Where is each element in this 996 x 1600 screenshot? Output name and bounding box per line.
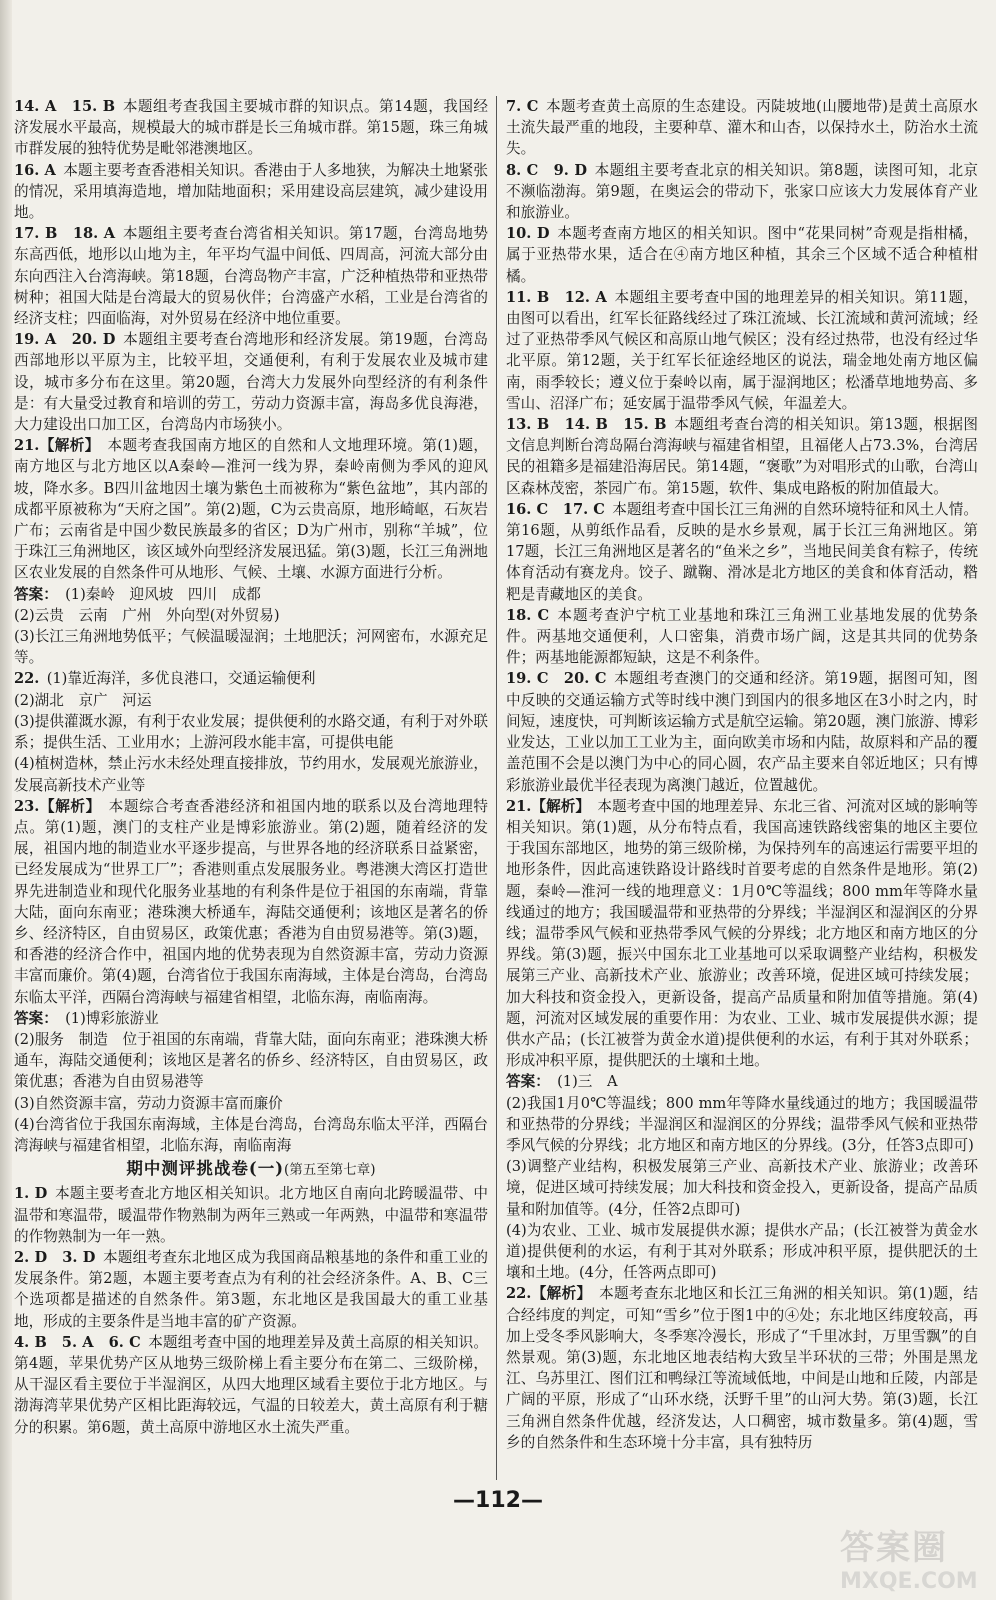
answer-paragraph bbox=[506, 1093, 978, 1157]
answer-text: 本题综合考查香港经济和祖国内地的联系以及台湾地理特点。第(1)题，澳门的支柱产业是博彩旅游业。第(2)题，随着经济的发展，祖国内地的制造业水平逐步提高，与世界各地的经济联系日益紧密，已经发展成为“世界工厂”；香港则重点发展服务业。粤港澳大湾区打造世界先进制造业和现代化服务业基地的有利条件是位于祖国的东南端，背靠大陆，面向东南亚；港珠澳大桥通车，海陆交通便利；该地区是著名的侨乡、经济特区，自由贸易区，政策优惠；香港为自由贸易港等。第(3)题，和香港的经济合作中，祖国内地的优势表现为自然资源丰富，劳动力资源丰富而廉价。第(4)题，台湾省位于我国东南海域，主体是台湾岛，台湾岛东临太平洋，西隔台湾海峡与福建省相望，北临东海，南临南海。 bbox=[14, 797, 488, 1006]
answer-paragraph bbox=[506, 796, 978, 1072]
answer-text: (3)调整产业结构，积极发展第三产业、高新技术产业、旅游业；改善环境，促进区域可持续发展；加大科技和资金投入，更新设备，提高产品质量和附加值等。(4分，任答2点即可) bbox=[506, 1158, 978, 1218]
answer-text: (2)我国1月0℃等温线；800 mm年等降水量线通过的地方；我国暖温带和亚热带的分界线；半湿润区和湿润区的分界线；温带季风气候和亚热带季风气候的分界线；北方地区和南方地区的分界线。(3分，任答3点即可) bbox=[506, 1094, 978, 1154]
answer-paragraph bbox=[14, 753, 488, 795]
answer-text: (1)博彩旅游业 bbox=[65, 1009, 159, 1027]
answer-paragraph bbox=[14, 796, 488, 1008]
answer-text: 本题组考查中国长江三角洲的自然环境特征和风土人情。第16题，从剪纸作品看，反映的是水乡景观，属于长江三角洲地区。第17题，长江三角洲地区是著名的“鱼米之乡”，当地民间美食有粽子，传统体育活动有赛龙舟。饺子、蹴鞠、滑冰是北方地区的美食和体育活动，糌粑是青藏地区的美食。 bbox=[506, 500, 978, 603]
answer-number: 11. B 12. A bbox=[506, 288, 607, 306]
answer-paragraph bbox=[506, 96, 978, 160]
answer-text: 本题主要考查北方地区相关知识。北方地区自南向北跨暖温带、中温带和寒温带，暖温带作物熟制为两年三熟或一年两熟，中温带和寒温带的作物熟制为一年一熟。 bbox=[14, 1185, 488, 1245]
answer-text: 本题考查沪宁杭工业基地和珠江三角洲工业基地发展的优势条件。两基地交通便利，人口密集，消费市场广阔，这是其共同的优势条件；两基地能源都短缺，这是不利条件。 bbox=[506, 606, 978, 667]
left-column bbox=[14, 96, 488, 1438]
answer-text: 本题组主要考查北京的相关知识。第8题，读图可知，北京不濒临渤海。第9题，在奥运会的带动下，张家口应该大力发展体育产业和旅游业。 bbox=[506, 161, 978, 222]
answer-text: (1)三 A bbox=[557, 1073, 618, 1091]
answer-text: 本题组考查我国主要城市群的知识点。第14题，我国经济发展水平最高，规模最大的城市群是长三角城市群。第15题，珠三角城市群发展的独特优势是毗邻港澳地区。 bbox=[14, 98, 488, 158]
answer-paragraph bbox=[506, 605, 978, 669]
answer-number: 16. C 17. C bbox=[506, 500, 605, 518]
answer-number: 21.【解析】 bbox=[14, 437, 100, 455]
scan-edge bbox=[0, 0, 12, 1600]
watermark-glyphs: 答案圈 bbox=[840, 1528, 948, 1568]
answer-text: 本题组考查台湾的相关知识。第13题，根据图文信息判断台湾岛隔台湾海峡与福建省相望，且福佬人占73.3%，台湾居民的祖籍多是福建沿海居民。第14题，“褒歌”为对唱形式的山歌，台湾山区森林茂密，茶园广布。第15题，软件、集成电路板的附加值最大。 bbox=[506, 416, 978, 497]
answer-paragraph bbox=[14, 435, 488, 583]
answer-paragraph bbox=[14, 329, 488, 435]
answer-text: (4)台湾省位于我国东南海域，主体是台湾岛，台湾岛东临太平洋，西隔台湾海峡与福建省相望，北临东海，南临南海 bbox=[14, 1115, 488, 1154]
answer-paragraph bbox=[14, 584, 488, 605]
answer-number: 22. bbox=[14, 670, 40, 688]
answer-paragraph bbox=[14, 668, 488, 689]
answer-text: 本题组考查澳门的交通和经济。第19题，据图可知，图中反映的交通运输方式等时线中澳门到国内的很多地区在3小时之内，时间短，速度快，可判断该运输方式是航空运输。第20题，澳门旅游、博彩业发达，工业以加工工业为主，面向欧美市场和内陆，故原料和产品的覆盖范围不会是以澳门为中心的同心圆，农产品主要来自邻近地区；只有博彩旅游业最优半径表现为离澳门越近，位置越优。 bbox=[506, 670, 978, 794]
answer-paragraph bbox=[506, 160, 978, 224]
answer-text: (3)提供灌溉水源，有利于农业发展；提供便利的水路交通，有利于对外联系；提供生活、工业用水；上游河段水能丰富，可提供电能 bbox=[14, 712, 488, 752]
answer-paragraph bbox=[14, 1183, 488, 1247]
answer-number: 21.【解析】 bbox=[506, 797, 591, 815]
answer-number: 8. C 9. D bbox=[506, 161, 587, 179]
answer-paragraph bbox=[14, 96, 488, 160]
answer-paragraph bbox=[14, 1008, 488, 1029]
answer-text: 本题考查南方地区的相关知识。图中“花果同树”奇观是指柑橘，属于亚热带水果，适合在④南方地区种植，其余三个区域不适合种植柑橘。 bbox=[506, 225, 978, 285]
answer-text: (2)服务 制造 位于祖国的东南端，背靠大陆，面向东南亚；港珠澳大桥通车，海陆交通便利；该地区是著名的侨乡、经济特区，自由贸易区，政策优惠；香港为自由贸易港等 bbox=[14, 1030, 488, 1091]
answer-text: 本题考查我国南方地区的自然和人文地理环境。第(1)题，南方地区与北方地区以A秦岭—淮河一线为界，秦岭南侧为季风的迎风坡，降水多。B四川盆地因土壤为紫色土而被称为“紫色盆地”，其内部的成都平原被称为“天府之国”。第(2)题，C为云贵高原，地形崎岖，石灰岩广布；云南省是中国少数民族最多的省区；D为广州市，别称“羊城”，位于珠江三角洲地区，该区域外向型经济发展迅猛。第(3)题，长江三角洲地区农业发展的自然条件可从地形、气候、土壤、水源方面进行分析。 bbox=[14, 437, 488, 582]
answer-number: 13. B 14. B 15. B bbox=[506, 416, 667, 434]
page-number: —112— bbox=[453, 1488, 543, 1513]
answer-text: 本题主要考查香港相关知识。香港由于人多地狭，为解决土地紧张的情况，采用填海造地，增加陆地面积；采用建设高层建筑，减少建设用地。 bbox=[14, 161, 488, 222]
answer-paragraph bbox=[14, 1093, 488, 1114]
column-divider bbox=[496, 96, 497, 1480]
answer-paragraph bbox=[506, 414, 978, 499]
answer-paragraph bbox=[14, 1114, 488, 1156]
answer-text: 本题组考查东北地区成为我国商品粮基地的条件和重工业的发展条件。第2题，本题主要考查点为有利的社会经济条件。A、B、C三个选项都是描述的自然条件。第3题，东北地区是我国最大的重工业基地，形成的主要条件是当地丰富的矿产资源。 bbox=[14, 1248, 488, 1330]
answer-paragraph bbox=[14, 1029, 488, 1093]
right-column bbox=[506, 96, 978, 1453]
answer-number: 18. C bbox=[506, 606, 550, 624]
answer-number: 答案： bbox=[14, 585, 58, 603]
section-title-sub: (第五至第七章) bbox=[284, 1162, 376, 1179]
answer-text: 本题组主要考查台湾省相关知识。第17题，台湾岛地势东高西低，地形以山地为主，年平均气温中间低、四周高，河流大部分由东向西注入台湾海峡。第18题，台湾岛物产丰富，广泛种植热带和亚热带树种；祖国大陆是台湾最大的贸易伙伴；台湾盛产水稻，工业是台湾省的经济支柱；四面临海，对外贸易在经济中地位重要。 bbox=[14, 225, 488, 328]
answer-paragraph bbox=[14, 605, 488, 626]
answer-text: 本题考查东北地区和长江三角洲的相关知识。第(1)题，结合经纬度的判定，可知“雪乡”位于图1中的④处；东北地区纬度较高，再加上受冬季风影响大，冬季寒冷漫长，形成了“千里冰封，万里雪飘”的自然景观。第(3)题，东北地区地表结构大致呈半环状的三带；外围是黑龙江、乌苏里江、图们江和鸭绿江等流域低地，中间是山地和丘陵，内部是广阔的平原，形成了“山环水绕，沃野千里”的山河大势。第(3)题，长江三角洲自然条件优越，经济发达，人口稠密，城市数量多。第(4)题，雪乡的自然条件和生态环境十分丰富，具有独特历 bbox=[506, 1285, 978, 1451]
answer-paragraph bbox=[14, 626, 488, 668]
answer-text: (3)长江三角洲地势低平；气候温暖湿润；土地肥沃；河网密布，水源充足等。 bbox=[14, 628, 488, 667]
section-title bbox=[14, 1158, 488, 1181]
answer-number: 10. D bbox=[506, 225, 550, 243]
answer-paragraph bbox=[506, 1156, 978, 1220]
answer-text: 本题组考查中国的地理差异及黄土高原的相关知识。第4题，苹果优势产区从地势三级阶梯上看主要分布在第二、三级阶梯，从干湿区看主要位于半湿润区，从四大地理区域看主要位于北方地区。与渤海湾苹果优势产区相比距海较远，气温的日较差大，黄土高原有利于糖分的积累。第6题，黄土高原中游地区水土流失严重。 bbox=[14, 1333, 488, 1436]
answer-paragraph bbox=[506, 287, 978, 414]
answer-text: 本题考查中国的地理差异、东北三省、河流对区域的影响等相关知识。第(1)题，从分布特点看，我国高速铁路线密集的地区主要位于我国东部地区，地势的第三级阶梯，为保持列车的高速运行需要平坦的地形条件，因此高速铁路设计路线时首要考虑的自然条件是地形。第(2)题，秦岭—淮河一线的地理意义：1月0℃等温线；800 mm年等降水量线通过的地方；我国暖温带和亚热带的分界线；半湿润区和湿润区的分界线；温带季风气候和亚热带季风气候的分界线；北方地区和南方地区的分界线。第(3)题，振兴中国东北工业基地可以采取调整产业结构，积极发展第三产业、高新技术产业、旅游业；改善环境，促进区域可持续发展；加大科技和资金投入，更新设备，提高产品质量和附加值等措施。第(4)题，河流对区域发展的重要作用：为农业、工业、城市发展提供水源；提供水产品；(长江被誉为黄金水道)提供便利的水运，有利于其对外联系；形成冲积平原，提供肥沃的土壤和土地。 bbox=[506, 797, 978, 1070]
answer-text: (1)靠近海洋，多优良港口，交通运输便利 bbox=[46, 670, 316, 688]
answer-text: (4)为农业、工业、城市发展提供水源；提供水产品；(长江被誉为黄金水道)提供便利的水运，有利于其对外联系；形成冲积平原，提供肥沃的土壤和土地。(4分，任答两点即可) bbox=[506, 1221, 978, 1282]
answer-number: 23.【解析】 bbox=[14, 797, 101, 815]
answer-text: (1)秦岭 迎风坡 四川 成都 bbox=[65, 585, 261, 603]
answer-number: 17. B 18. A bbox=[14, 225, 116, 243]
watermark-logo bbox=[840, 1520, 990, 1592]
answer-text: (2)云贵 云南 广州 外向型(对外贸易) bbox=[14, 606, 280, 624]
answer-paragraph bbox=[506, 1071, 978, 1092]
answer-paragraph bbox=[506, 223, 978, 287]
answer-number: 2. D 3. D bbox=[14, 1248, 96, 1266]
answer-number: 16. A bbox=[14, 161, 56, 179]
answer-number: 14. A 15. B bbox=[14, 98, 116, 115]
answer-number: 答案： bbox=[506, 1073, 550, 1091]
answer-paragraph bbox=[506, 1220, 978, 1284]
answer-paragraph bbox=[14, 711, 488, 753]
answer-paragraph bbox=[14, 223, 488, 329]
section-title-main: 期中测评挑战卷(一) bbox=[126, 1159, 285, 1179]
answer-number: 7. C bbox=[506, 98, 539, 115]
answer-number: 19. C 20. C bbox=[506, 670, 607, 688]
answer-text: 本题组主要考查中国的地理差异的相关知识。第11题，由图可以看出，红军长征路线经过了珠江流域、长江流域和黄河流域；经过了亚热带季风气候区和高原山地气候区；没有经过热带，也没有经过华北平原。第12题，关于红军长征途经地区的说法，瑞金地处南方地区偏南，雨季较长；遵义位于秦岭以南，属于湿润地区；松潘草地地势高、多雪山、沼泽广布；延安属于温带季风气候，年温差大。 bbox=[506, 288, 978, 412]
answer-text: 本题考查黄土高原的生态建设。丙陡坡地(山腰地带)是黄土高原水土流失最严重的地段，主要种草、灌木和山杏，以保持水土，防治水土流失。 bbox=[506, 98, 978, 158]
answer-number: 答案： bbox=[14, 1009, 58, 1027]
answer-paragraph bbox=[506, 499, 978, 605]
answer-paragraph bbox=[14, 1247, 488, 1332]
answer-number: 19. A 20. D bbox=[14, 331, 116, 349]
answer-paragraph bbox=[506, 668, 978, 795]
answer-number: 22.【解析】 bbox=[506, 1285, 592, 1303]
answer-text: (3)自然资源丰富，劳动力资源丰富而廉价 bbox=[14, 1094, 283, 1112]
answer-number: 4. B 5. A 6. C bbox=[14, 1333, 141, 1351]
answer-number: 1. D bbox=[14, 1185, 48, 1203]
answer-text: (4)植树造林，禁止污水未经处理直接排放，节约用水，发展观光旅游业，发展高新技术产业等 bbox=[14, 755, 488, 794]
answer-paragraph bbox=[14, 160, 488, 224]
watermark-url: MXQE.COM bbox=[840, 1569, 978, 1594]
answer-paragraph bbox=[14, 1332, 488, 1438]
answer-paragraph bbox=[14, 690, 488, 711]
answer-text: 本题组主要考查台湾地形和经济发展。第19题，台湾岛西部地形以平原为主，比较平坦，交通便利，有利于发展农业及城市建设，城市多分布在这里。第20题，台湾大力发展外向型经济的有利条件是：有大量受过教育和培训的劳工，劳动力资源丰富，海岛多优良海港，大力建设出口加工区，台湾岛内市场狭小。 bbox=[14, 331, 489, 434]
answer-paragraph bbox=[506, 1283, 978, 1453]
answer-text: (2)湖北 京广 河运 bbox=[14, 691, 152, 709]
